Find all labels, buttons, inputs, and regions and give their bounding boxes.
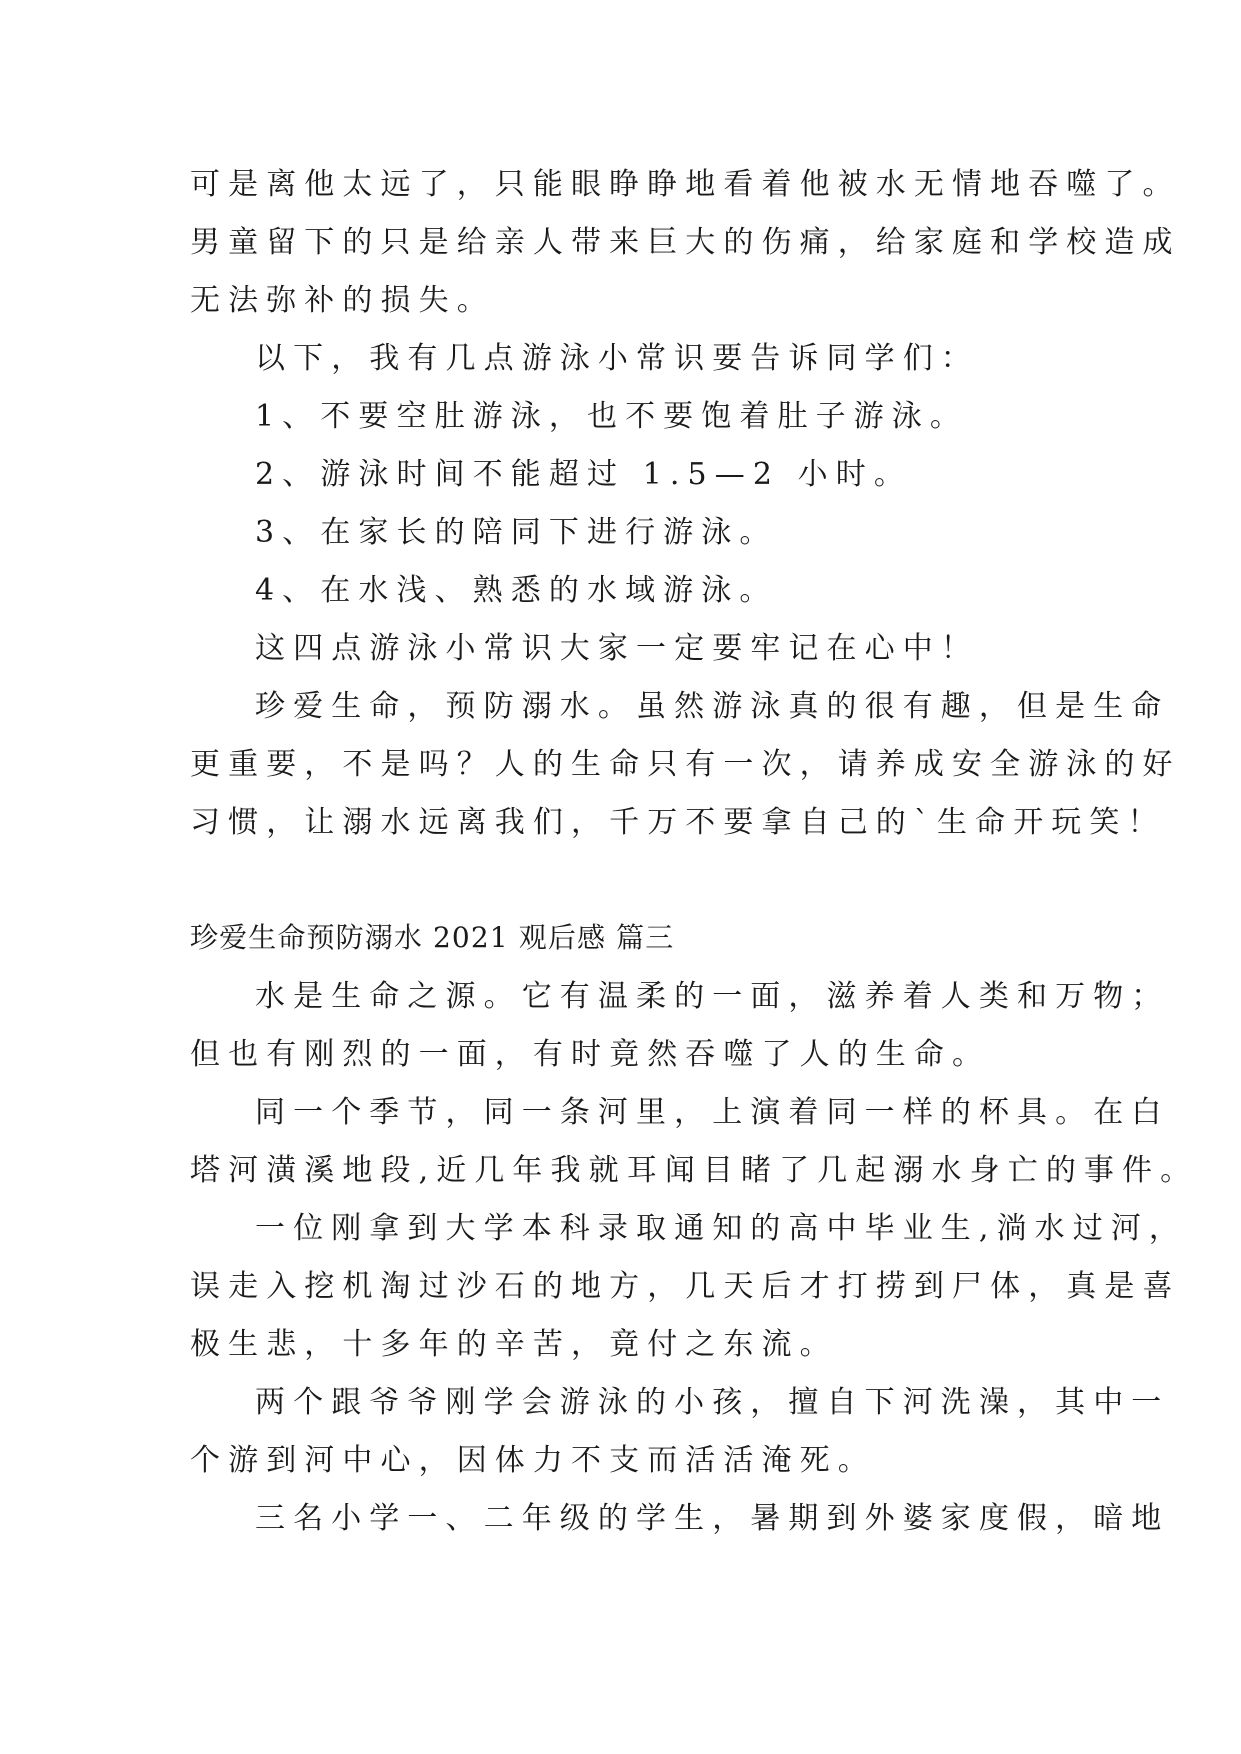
text-line: 以下，我有几点游泳小常识要告诉同学们： — [255, 341, 979, 376]
text-line: 水是生命之源。它有温柔的一面，滋养着人类和万物； — [255, 979, 1170, 1014]
text-line: 可是离他太远了，只能眼睁睁地看着他被水无情地吞噬了。 — [190, 167, 1181, 202]
text-line: 无法弥补的损失。 — [190, 283, 495, 318]
text-line: 三名小学一、二年级的学生，暑期到外婆家度假，暗地 — [255, 1501, 1170, 1536]
text-line: 珍爱生命，预防溺水。虽然游泳真的很有趣，但是生命 — [255, 689, 1170, 724]
text-line: 极生悲，十多年的辛苦，竟付之东流。 — [190, 1327, 838, 1362]
text-line: 但也有刚烈的一面，有时竟然吞噬了人的生命。 — [190, 1037, 991, 1072]
text-line: 误走入挖机淘过沙石的地方，几天后才打捞到尸体，真是喜 — [190, 1269, 1181, 1304]
text-line: 这四点游泳小常识大家一定要牢记在心中！ — [255, 631, 979, 666]
text-line: 一位刚拿到大学本科录取通知的高中毕业生,淌水过河， — [255, 1211, 1188, 1246]
text-line: 习惯，让溺水远离我们，千万不要拿自己的`生命开玩笑！ — [190, 805, 1166, 840]
list-item: 1、不要空肚游泳，也不要饱着肚子游泳。 — [255, 399, 968, 434]
text-line: 更重要，不是吗？人的生命只有一次，请养成安全游泳的好 — [190, 747, 1181, 782]
text-line: 塔河潢溪地段,近几年我就耳闻目睹了几起溺水身亡的事件。 — [190, 1153, 1199, 1188]
text-line: 同一个季节，同一条河里，上演着同一样的杯具。在白 — [255, 1095, 1170, 1130]
list-item: 3、在家长的陪同下进行游泳。 — [255, 515, 778, 550]
list-item: 4、在水浅、熟悉的水域游泳。 — [255, 573, 778, 608]
text-line: 男童留下的只是给亲人带来巨大的伤痛，给家庭和学校造成 — [190, 225, 1181, 260]
text-line: 两个跟爷爷刚学会游泳的小孩，擅自下河洗澡，其中一 — [255, 1385, 1170, 1420]
list-item: 2、游泳时间不能超过 1.5—2 小时。 — [255, 457, 912, 492]
text-line: 个游到河中心，因体力不支而活活淹死。 — [190, 1443, 876, 1478]
section-heading: 珍爱生命预防溺水 2021 观后感 篇三 — [190, 921, 675, 954]
